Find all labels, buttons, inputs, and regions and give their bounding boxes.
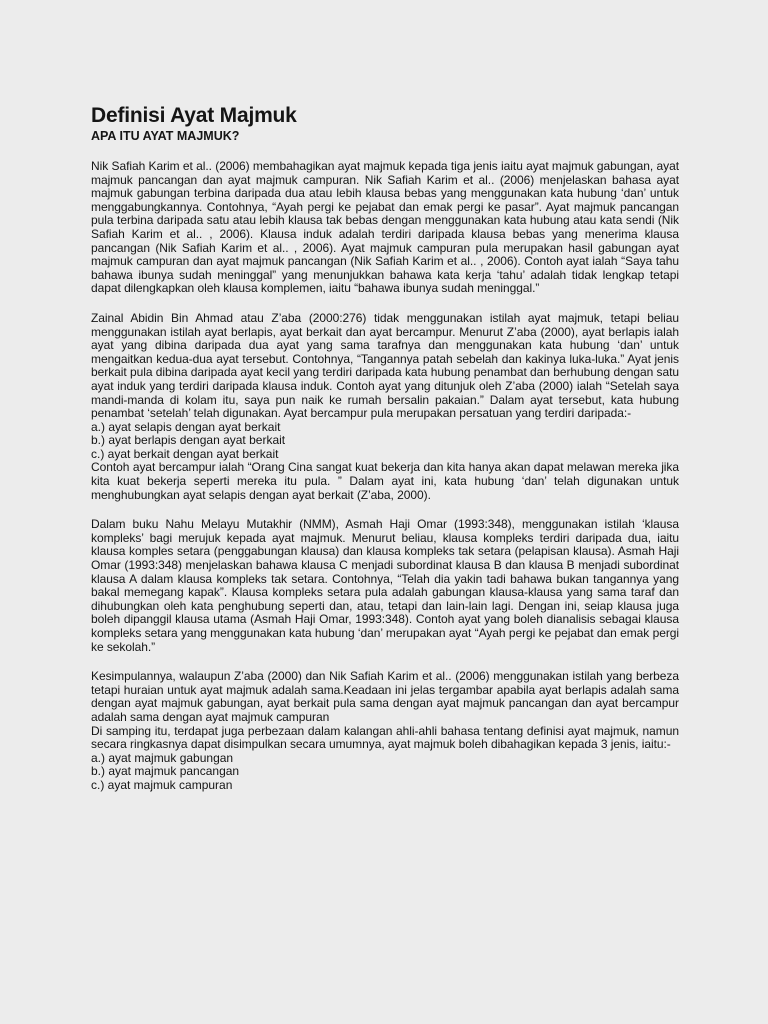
paragraph-2-conclusion: Contoh ayat bercampur ialah “Orang Cina sangat kuat bekerja dan kita hanya akan dapat melawan mereka jika kita kuat bekerja seperti mereka itu pula. ” Dalam ayat ini, kata hubung ‘dan’ telah digunakan untuk menghubungkan ayat selapis dengan ayat berkait (Z’aba, 2000). xyxy=(91,460,679,502)
list-item: b.) ayat majmuk pancangan xyxy=(91,764,240,779)
paragraph-2: Zainal Abidin Bin Ahmad atau Z’aba (2000:276) tidak menggunakan istilah ayat majmuk, tetapi beliau menggunakan istilah ayat berlapis, ayat berkait dan ayat bercampur. Menurut Z’aba (2000), ayat berlapis ialah ayat yang dibina daripada dua ayat yang sama tarafnya dan menggunakan kata hubung ‘dan’ untuk mengaitkan kedua-dua ayat tersebut. Contohnya, “Tangannya patah sebelah dan kakinya luka-luka.” Ayat jenis berkait pula dibina daripada ayat kecil yang terdiri daripada kata hubung penambat dan berhubung dengan satu ayat induk yang terdiri daripada klausa induk. Contoh ayat yang ditunjuk oleh Z’aba (2000) ialah “Setelah saya mandi-manda di kolam itu, saya pun naik ke rumah bersalin pakaian.” Dalam ayat tersebut, kata hubung penambat ‘setelah’ telah digunakan. Ayat bercampur pula merupakan persatuan yang terdiri daripada:- xyxy=(91,310,679,421)
paragraph-4: Kesimpulannya, walaupun Z’aba (2000) dan Nik Safiah Karim et al.. (2006) menggunakan istilah yang berbeza tetapi huraian untuk ayat majmuk adalah sama.Keadaan ini jelas tergambar apabila ayat berlapis adalah sama dengan ayat majmuk gabungan, ayat berkait pula sama dengan ayat majmuk pancangan dan ayat bercampur adalah sama dengan ayat majmuk campuran xyxy=(91,669,679,724)
list-item: b.) ayat berlapis dengan ayat berkait xyxy=(91,433,286,448)
paragraph-4-block xyxy=(91,670,679,792)
paragraph-3: Dalam buku Nahu Melayu Mutakhir (NMM), Asmah Haji Omar (1993:348), menggunakan istilah ‘klausa kompleks’ bagi merujuk kepada ayat majmuk. Menurut beliau, klausa kompleks terdiri daripada dua, iaitu klausa komples setara (penggabungan klausa) dan klausa kompleks tak setara (pelapisan klausa). Asmah Haji Omar (1993:348) menjelaskan bahawa klausa C menjadi subordinat klausa B dan klausa B menjadi subordinat klausa A dalam klausa kompleks tak setara. Contohnya, “Telah dia yakin tadi bahawa bukan tangannya yang bakal memegang kapak”. Klausa kompleks setara pula adalah gabungan klausa-klausa yang sama taraf dan dihubungkan oleh kata penghubung seperti dan, atau, tetapi dan lain-lain lagi. Dengan ini, seiap klausa juga boleh dipanggil klausa utama (Asmah Haji Omar, 1993:348). Contoh ayat yang boleh dianalisis sebagai klausa kompleks setara yang menggunakan kata hubung ‘dan’ merupakan ayat “Ayah pergi ke pejabat dan emak pergi ke sekolah.” xyxy=(91,517,679,654)
page-subtitle: APA ITU AYAT MAJMUK? xyxy=(91,129,240,143)
list-item: a.) ayat selapis dengan ayat berkait xyxy=(91,419,281,434)
paragraph-1: Nik Safiah Karim et al.. (2006) membahagikan ayat majmuk kepada tiga jenis iaitu ayat majmuk gabungan, ayat majmuk pancangan dan ayat majmuk campuran. Nik Safiah Karim et al.. (2006) menjelaskan bahasa ayat majmuk gabungan terbina daripada dua atau lebih klausa bebas yang menggunakan kata hubung ‘dan’ untuk menggabungkannya. Contohnya, “Ayah pergi ke pejabat dan emak pergi ke pasar”. Ayat majmuk pancangan pula terbina daripada satu atau lebih klausa tak bebas dengan menggunakan kata hubung atau kata sendi (Nik Safiah Karim et al.. , 2006). Klausa induk adalah terdiri daripada klausa bebas yang menerima klausa pancangan (Nik Safiah Karim et al.. , 2006). Ayat majmuk campuran pula merupakan hasil gabungan ayat majmuk campuran dan ayat majmuk pancangan (Nik Safiah Karim et al.. , 2006). Contoh ayat ialah “Saya tahu bahawa ibunya sudah meninggal” yang menunjukkan bahawa kata kerja ‘tahu’ adalah tidak lengkap tetapi dapat dilengkapkan oleh klausa komplemen, iaitu “bahawa ibunya sudah meninggal.” xyxy=(91,159,679,296)
paragraph-2-block xyxy=(91,312,679,502)
list-item: c.) ayat berkait dengan ayat berkait xyxy=(91,446,279,461)
list-item: c.) ayat majmuk campuran xyxy=(91,777,233,792)
list-item: a.) ayat majmuk gabungan xyxy=(91,750,234,765)
page-title: Definisi Ayat Majmuk xyxy=(91,104,297,127)
document-content xyxy=(91,103,679,809)
paragraph-5: Di samping itu, terdapat juga perbezaan dalam kalangan ahli-ahli bahasa tentang definisi ayat majmuk, namun secara ringkasnya dapat disimpulkan secara umumnya, ayat majmuk boleh dibahagikan kepada 3 jenis, iaitu:- xyxy=(91,723,679,752)
